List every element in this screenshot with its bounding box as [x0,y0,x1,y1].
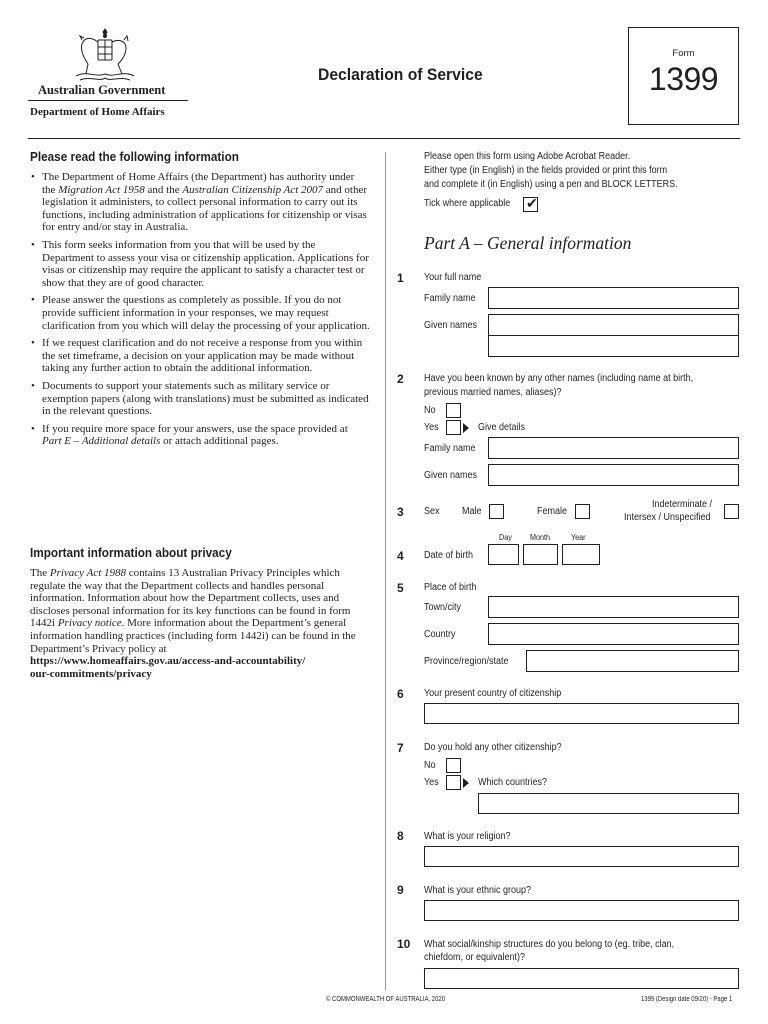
q1-label: Your full name [424,272,482,283]
form-number-box [628,27,739,125]
page-info: 1399 (Design date 09/20) - Page 1 [641,996,733,1003]
dob-day-field[interactable] [488,544,519,565]
day-label: Day [499,533,512,542]
coat-of-arms-icon [70,28,140,84]
info-bullet-list [30,171,370,453]
kinship-field[interactable] [424,968,739,989]
list-item: • If you require more space for your answers, use the space provided at Part E – Additional details or attach additional pages. [30,423,370,448]
give-details-label: Give details [478,422,526,433]
question-number: 3 [397,505,404,519]
family-name-label: Family name [424,443,476,454]
department-name: Department of Home Affairs [30,106,165,118]
female-label: Female [537,506,568,517]
given-names-field-2[interactable] [488,335,739,357]
question-number: 8 [397,829,404,843]
list-item: • The Department of Home Affairs (the Department) has authority under the Migration Act 1958 and the Australian Citizenship Act 2007 and other legislation it administers, to collect personal information to carry out its functions, including administration of applications for citizenship or visas for entry and/or stay in Australia. [30,171,370,234]
other-family-name-field[interactable] [488,437,739,459]
kinship-label-2: chiefdom, or equivalent)? [424,952,526,963]
form-number: 1399 [648,61,719,97]
family-name-label: Family name [424,293,476,304]
country-label: Country [424,629,456,640]
form-title: Declaration of Service [318,66,483,84]
government-name: Australian Government [38,83,166,97]
given-names-field[interactable] [488,314,739,336]
copyright: © COMMONWEALTH OF AUSTRALIA, 2020 [326,996,445,1003]
intersex-label: Intersex / Unspecified [624,512,711,523]
q2-label: Have you been known by any other names (including name at birth, [424,373,694,384]
question-number: 1 [397,271,404,285]
part-a-title: Part A – General information [424,233,632,253]
list-item: • This form seeks information from you that will be used by the Department to assess your visa or citizenship application. Applications for visas or citizenship may require the applicant to satisfy a character test or show that they are of good character. [30,239,370,289]
q7-no-label: No [424,760,436,771]
ethnic-group-label: What is your ethnic group? [424,885,532,896]
q2-label-2: previous married names, aliases)? [424,387,562,398]
q7-yes-checkbox[interactable] [446,775,461,790]
form-label: Form [672,48,695,59]
q7-no-checkbox[interactable] [446,758,461,773]
instruction-line: and complete it (in English) using a pen and BLOCK LETTERS. [424,179,678,190]
instruction-line: Please open this form using Adobe Acrobat Reader. [424,151,631,162]
town-field[interactable] [488,596,739,618]
tick-example-box [523,197,538,212]
list-item: • Documents to support your statements such as military service or exemption papers (along with translations) must be submitted as indicated in the relevant questions. [30,380,370,418]
town-label: Town/city [424,602,462,613]
sex-label: Sex [424,506,440,517]
question-number: 6 [397,687,404,701]
given-names-label: Given names [424,320,478,331]
which-countries-label: Which countries? [478,777,548,788]
religion-field[interactable] [424,846,739,867]
q2-yes-checkbox[interactable] [446,420,461,435]
question-number: 10 [397,937,411,951]
read-info-heading: Please read the following information [30,150,239,164]
question-number: 9 [397,883,404,897]
kinship-label: What social/kinship structures do you belong to (eg. tribe, clan, [424,939,675,950]
question-number: 4 [397,549,404,563]
other-citizenship-label: Do you hold any other citizenship? [424,742,562,753]
place-of-birth-label: Place of birth [424,582,477,593]
given-names-label: Given names [424,470,478,481]
family-name-field[interactable] [488,287,739,309]
privacy-paragraph: The Privacy Act 1988 contains 13 Australian Privacy Principles which regulate the way that the Department collects and handles personal information. Information about how the Department collects, uses and discloses personal information for its key functions can be found in form 1442i Privacy notice. More information about the Department’s general information handling practices (including form 1442i) can be found in the Department’s Privacy policy at https://www.homeaffairs.gov.au/access-and-accountability/ our-commitments/privacy [30,567,356,680]
tick-label: Tick where applicable [424,198,511,209]
country-field[interactable] [488,623,739,645]
list-item: • If we request clarification and do not receive a response from you within the set timeframe, a decision on your application may be made without taking any further action to obtain the additional information. [30,337,370,375]
question-number: 5 [397,581,404,595]
province-label: Province/region/state [424,656,509,667]
dob-month-field[interactable] [523,544,558,565]
citizenship-label: Your present country of citizenship [424,688,562,699]
citizenship-field[interactable] [424,703,739,724]
male-label: Male [462,506,482,517]
female-checkbox[interactable] [575,504,590,519]
religion-label: What is your religion? [424,831,511,842]
question-number: 2 [397,372,404,386]
privacy-heading: Important information about privacy [30,546,232,560]
ethnic-group-field[interactable] [424,900,739,921]
column-divider [385,152,386,990]
instruction-line: Either type (in English) in the fields provided or print this form [424,165,668,176]
male-checkbox[interactable] [489,504,504,519]
list-item: • Please answer the questions as completely as possible. If you do not provide sufficient information in your responses, we may request clarification from you which will delay the processing of your application. [30,294,370,332]
indeterminate-label: Indeterminate / [652,499,713,510]
q2-no-checkbox[interactable] [446,403,461,418]
month-label: Month [530,533,551,542]
province-field[interactable] [526,650,739,672]
government-divider [28,100,188,101]
year-label: Year [571,533,586,542]
arrow-right-icon [463,423,469,433]
date-of-birth-label: Date of birth [424,550,474,561]
privacy-url-link[interactable]: https://www.homeaffairs.gov.au/access-and-accountability/ our-commitments/privacy [30,655,306,680]
q2-no-label: No [424,405,436,416]
other-given-names-field[interactable] [488,464,739,486]
which-countries-field[interactable] [478,793,739,814]
q7-yes-label: Yes [424,777,439,788]
check-icon: ✔ [526,195,538,211]
q2-yes-label: Yes [424,422,439,433]
header-divider [28,138,740,139]
arrow-right-icon [463,778,469,788]
dob-year-field[interactable] [562,544,600,565]
indeterminate-checkbox[interactable] [724,504,739,519]
question-number: 7 [397,741,404,755]
